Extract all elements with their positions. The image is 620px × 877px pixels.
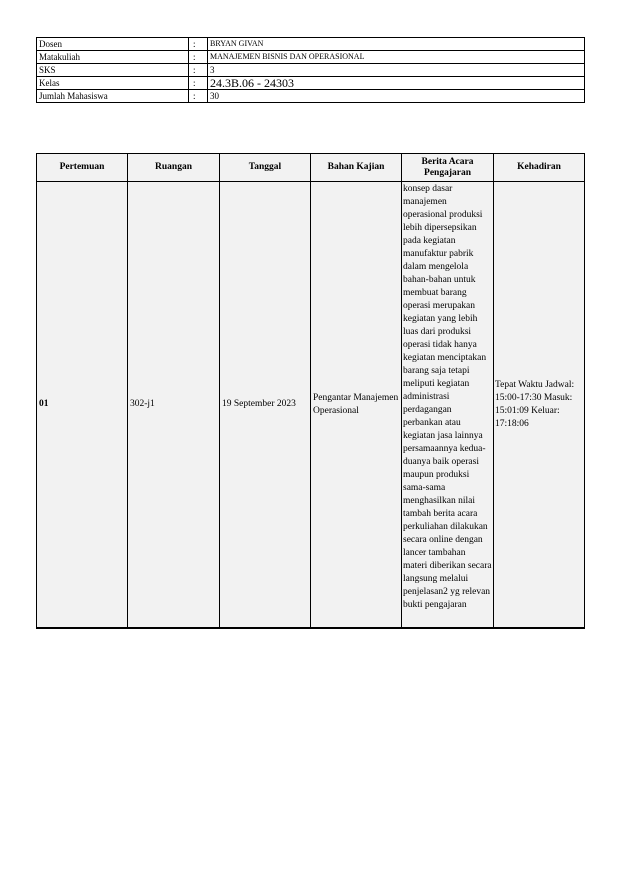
info-value-sks: 3	[208, 64, 585, 77]
cell-tanggal: 19 September 2023	[220, 182, 311, 629]
info-row-jumlah-mahasiswa	[37, 90, 585, 103]
attendance-table	[36, 153, 585, 629]
info-separator: :	[189, 77, 208, 90]
info-label: Dosen	[37, 38, 189, 51]
cell-berita-acara: konsep dasar manajemen operasional produksi lebih dipersepsikan pada kegiatan manufaktur pabrik dalam mengelola bahan-bahan untuk membuat barang operasi merupakan kegiatan yang lebih luas dari produksi operasi tidak hanya kegiatan menciptakan barang saja tetapi meliputi kegiatan administrasi perdagangan perbankan atau kegiatan jasa lainnya persamaannya kedua-duanya baik operasi maupun produksi sama-sama menghasilkan nilai tambah berita acara perkuliahan dilakukan secara online dengan lancer tambahan materi diberikan secara langsung melalui penjelasan2 yg relevan bukti pengajaran	[402, 182, 494, 629]
header-tanggal: Tanggal	[220, 154, 311, 182]
info-value-dosen: BRYAN GIVAN	[208, 38, 585, 51]
cell-pertemuan: 01	[37, 182, 128, 629]
info-label: Jumlah Mahasiswa	[37, 90, 189, 103]
header-pertemuan: Pertemuan	[37, 154, 128, 182]
cell-bahan-kajian: Pengantar Manajemen Operasional	[311, 182, 402, 629]
cell-ruangan: 302-j1	[128, 182, 220, 629]
info-separator: :	[189, 51, 208, 64]
info-label: Kelas	[37, 77, 189, 90]
table-row	[37, 182, 585, 629]
info-value-jumlah-mahasiswa: 30	[208, 90, 585, 103]
header-kehadiran: Kehadiran	[494, 154, 585, 182]
header-bahan-kajian: Bahan Kajian	[311, 154, 402, 182]
info-row-dosen	[37, 38, 585, 51]
info-separator: :	[189, 38, 208, 51]
info-row-kelas	[37, 77, 585, 90]
info-value-kelas: 24.3B.06 - 24303	[208, 77, 585, 90]
info-separator: :	[189, 64, 208, 77]
info-label: Matakuliah	[37, 51, 189, 64]
course-info-table	[36, 37, 585, 103]
info-label: SKS	[37, 64, 189, 77]
info-row-sks	[37, 64, 585, 77]
header-ruangan: Ruangan	[128, 154, 220, 182]
cell-kehadiran: Tepat Waktu Jadwal: 15:00-17:30 Masuk: 15:01:09 Keluar: 17:18:06	[494, 182, 585, 629]
header-berita-acara: Berita Acara Pengajaran	[402, 154, 494, 182]
table-header-row	[37, 154, 585, 182]
info-row-matakuliah	[37, 51, 585, 64]
info-value-matakuliah: MANAJEMEN BISNIS DAN OPERASIONAL	[208, 51, 585, 64]
info-separator: :	[189, 90, 208, 103]
